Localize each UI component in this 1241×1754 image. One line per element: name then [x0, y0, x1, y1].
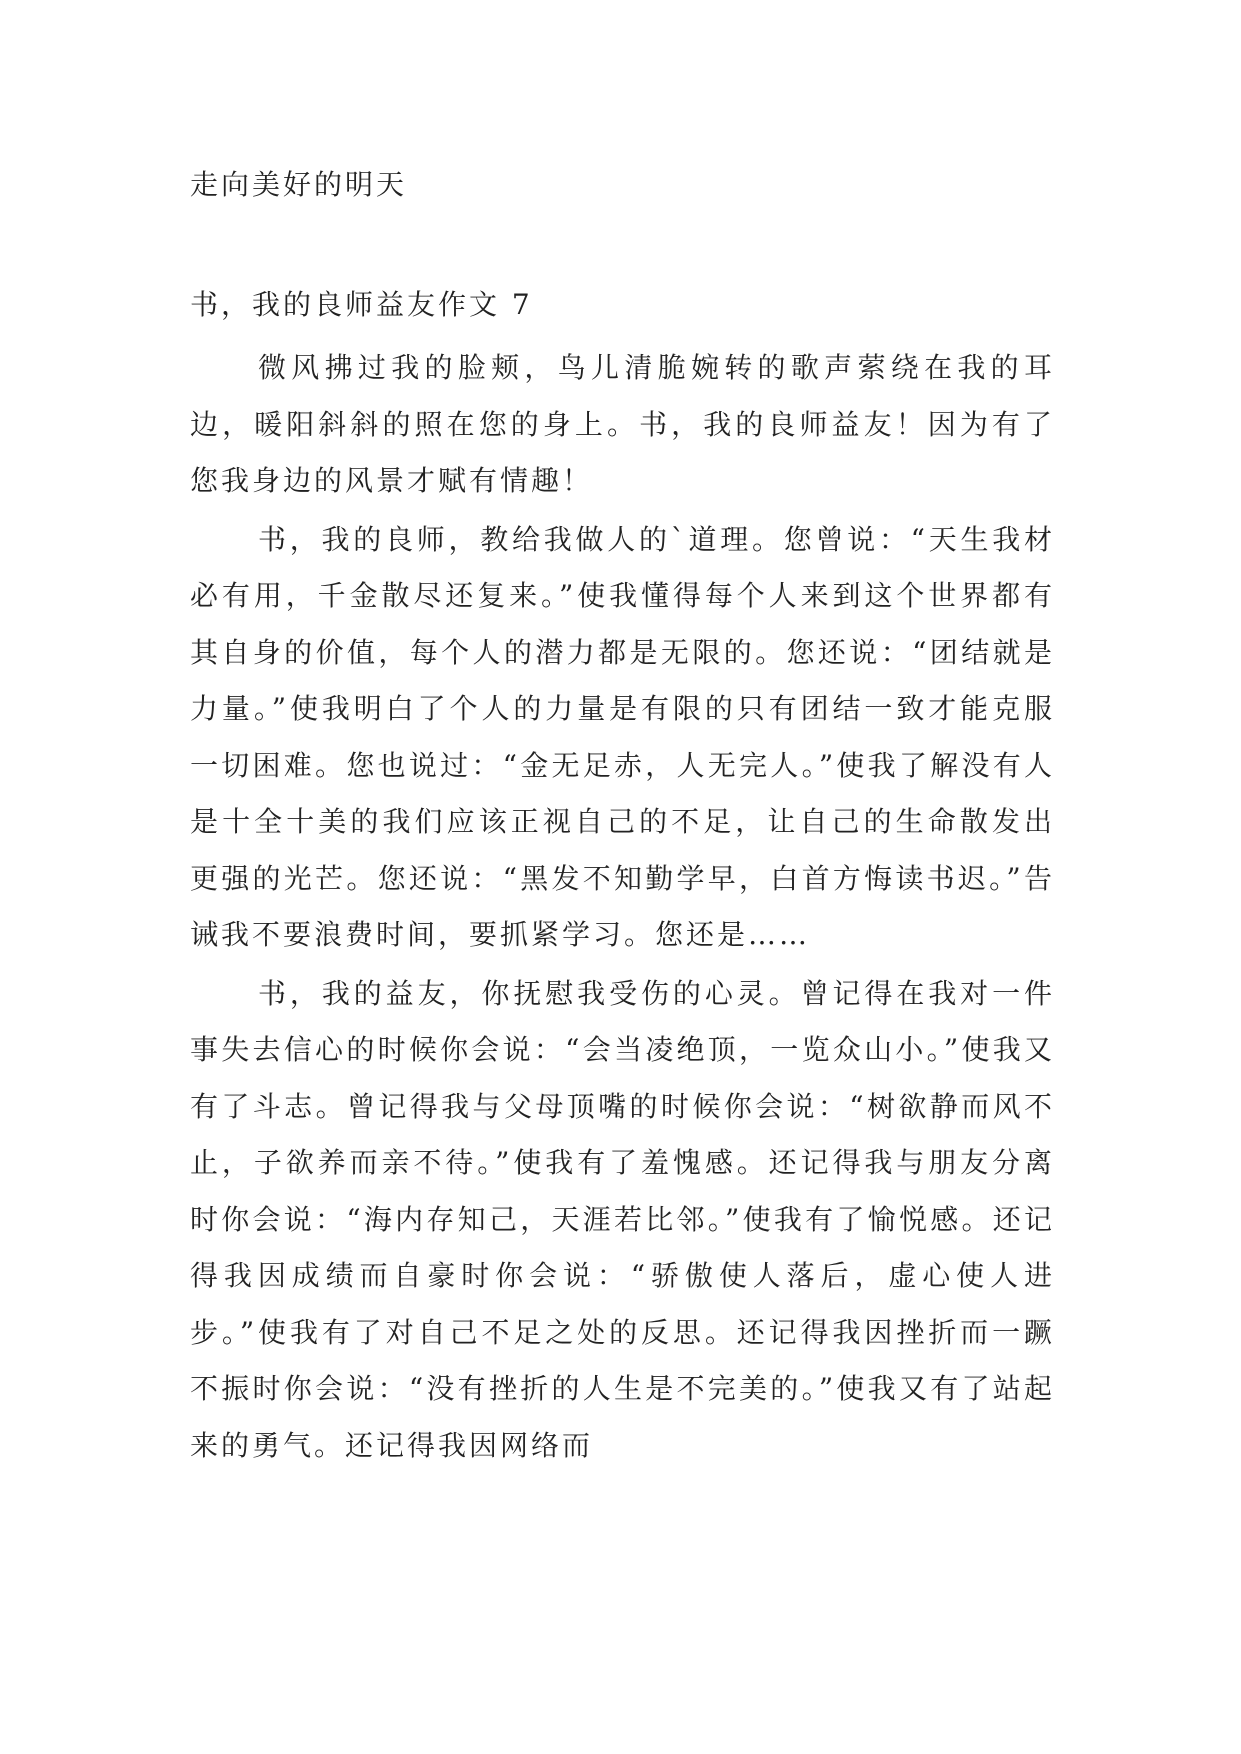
article-title: 书，我的良师益友作文 7: [190, 288, 533, 321]
article-body: [190, 340, 1055, 1476]
previous-article-ending: 走向美好的明天: [190, 168, 408, 201]
paragraph: 书，我的良师，教给我做人的`道理。您曾说：“天生我材必有用，千金散尽还复来。”使我懂得每个人来到这个世界都有其自身的价值，每个人的潜力都是无限的。您还说：“团结就是力量。”使我明白了个人的力量是有限的只有团结一致才能克服一切困难。您也说过：“金无足赤，人无完人。”使我了解没有人是十全十美的我们应该正视自己的不足，让自己的生命散发出更强的光芒。您还说：“黑发不知勤学早，白首方悔读书迟。”告诫我不要浪费时间，要抓紧学习。您还是……: [190, 522, 1055, 951]
paragraph: 微风拂过我的脸颊，鸟儿清脆婉转的歌声萦绕在我的耳边，暖阳斜斜的照在您的身上。书，我的良师益友！因为有了您我身边的风景才赋有情趣！: [190, 351, 1055, 497]
paragraph: 书，我的益友，你抚慰我受伤的心灵。曾记得在我对一件事失去信心的时候你会说：“会当凌绝顶，一览众山小。”使我又有了斗志。曾记得我与父母顶嘴的时候你会说：“树欲静而风不止，子欲养而亲不待。”使我有了羞愧感。还记得我与朋友分离时你会说：“海内存知己，天涯若比邻。”使我有了愉悦感。还记得我因成绩而自豪时你会说：“骄傲使人落后，虚心使人进步。”使我有了对自己不足之处的反思。还记得我因挫折而一蹶不振时你会说：“没有挫折的人生是不完美的。”使我又有了站起来的勇气。还记得我因网络而: [190, 976, 1055, 1462]
